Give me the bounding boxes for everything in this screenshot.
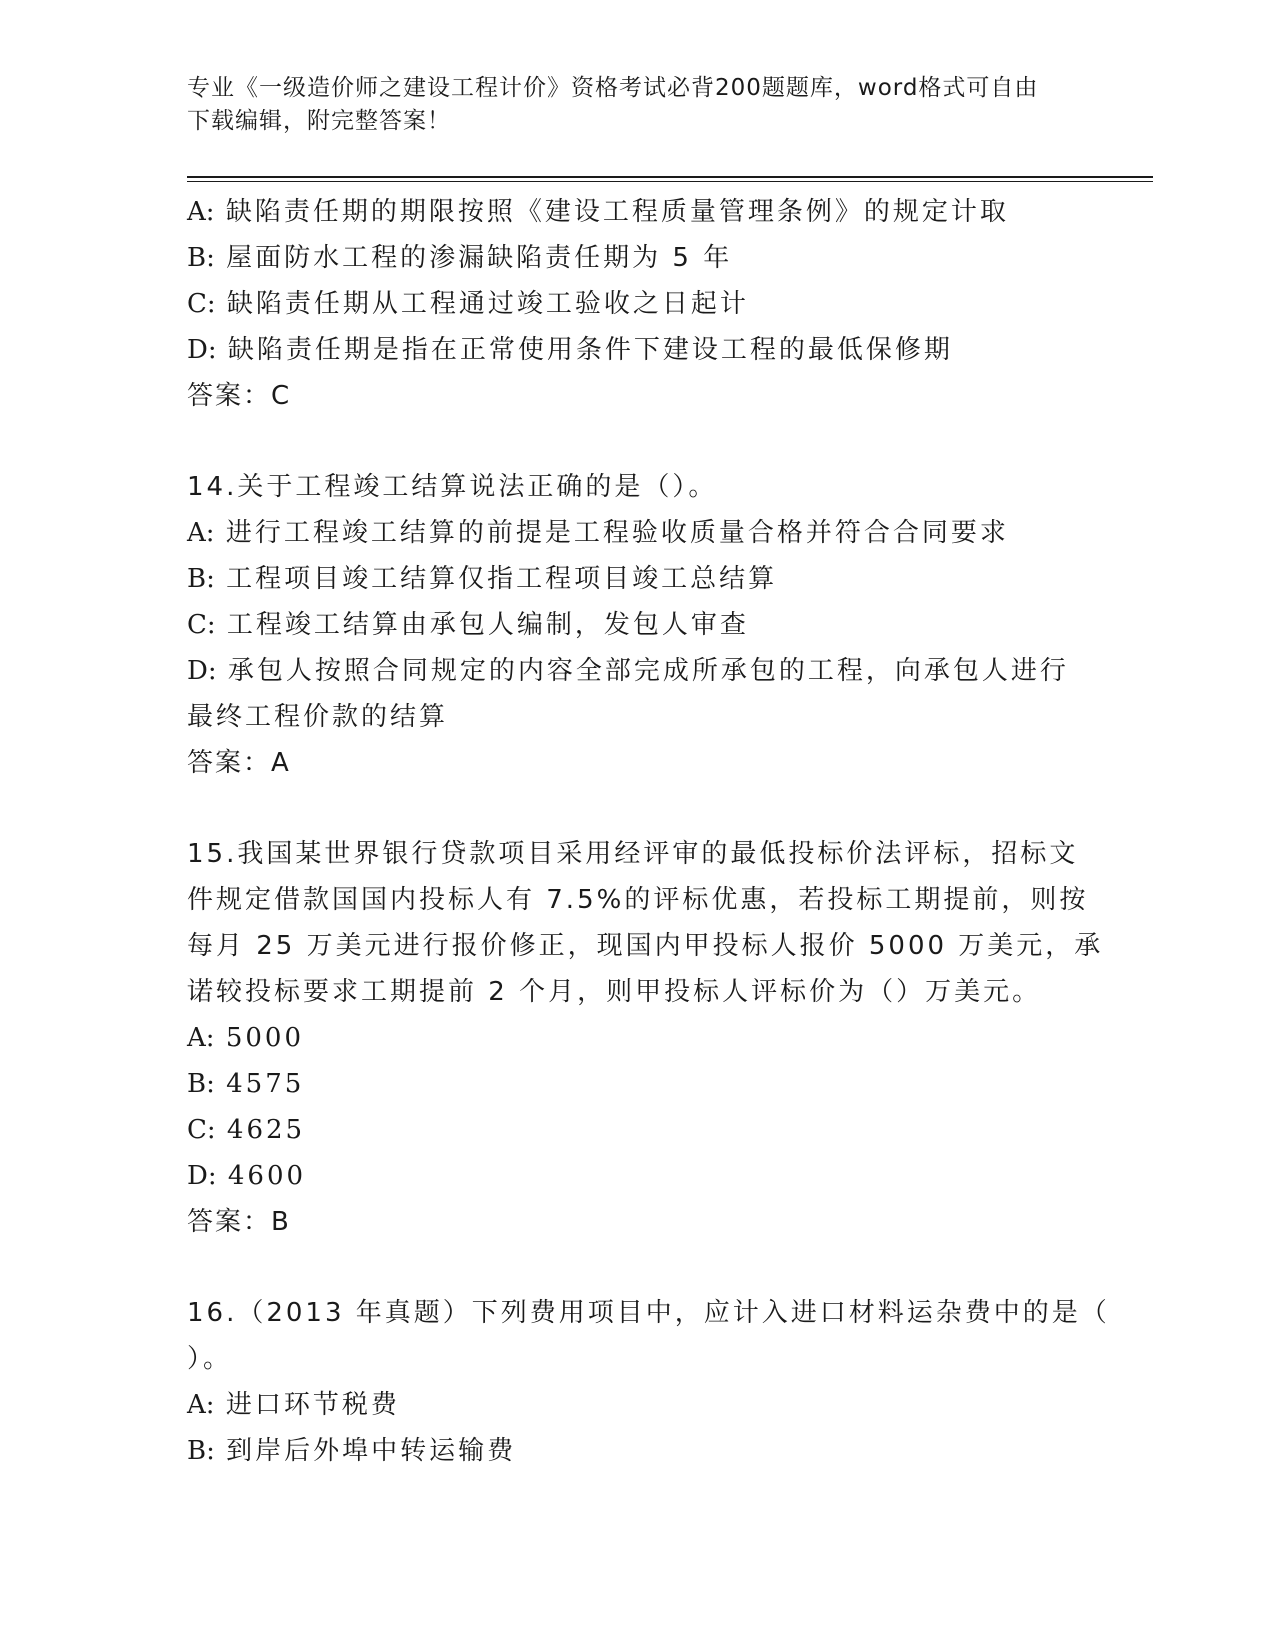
option-c: C: 缺陷责任期从工程通过竣工验收之日起计 <box>187 289 749 319</box>
option-d-continued: 最终工程价款的结算 <box>187 702 449 732</box>
answer: 答案：C <box>187 381 292 411</box>
question-13 <box>187 189 1087 419</box>
question-stem: 14.关于工程竣工结算说法正确的是（）。 <box>187 472 718 502</box>
header-line-2: 下载编辑，附完整答案！ <box>187 108 451 134</box>
option-a: A: 进行工程竣工结算的前提是工程验收质量合格并符合合同要求 <box>187 518 1009 548</box>
option-b: B: 4575 <box>187 1069 305 1099</box>
option-a: A: 缺陷责任期的期限按照《建设工程质量管理条例》的规定计取 <box>187 197 1009 227</box>
option-b: B: 屋面防水工程的渗漏缺陷责任期为 5 年 <box>187 243 733 273</box>
option-d: D: 缺陷责任期是指在正常使用条件下建设工程的最低保修期 <box>187 335 953 365</box>
header-divider <box>187 176 1153 182</box>
option-a: A: 进口环节税费 <box>187 1390 400 1420</box>
page-header <box>187 72 1087 138</box>
question-14 <box>187 464 1087 786</box>
question-stem-line-2: ）。 <box>187 1344 233 1374</box>
option-a: A: 5000 <box>187 1023 304 1053</box>
question-stem-line-4: 诺较投标要求工期提前 2 个月，则甲投标人评标价为（）万美元。 <box>187 977 1042 1007</box>
question-stem-line-2: 件规定借款国国内投标人有 7.5%的评标优惠，若投标工期提前，则按 <box>187 885 1089 915</box>
question-content <box>187 189 1110 1474</box>
option-b: B: 工程项目竣工结算仅指工程项目竣工总结算 <box>187 564 778 594</box>
header-line-1: 专业《一级造价师之建设工程计价》资格考试必背200题题库，word格式可自由 <box>187 75 1039 101</box>
option-c: C: 工程竣工结算由承包人编制，发包人审查 <box>187 610 749 640</box>
answer: 答案：A <box>187 748 291 778</box>
option-d: D: 4600 <box>187 1161 307 1191</box>
option-b: B: 到岸后外埠中转运输费 <box>187 1436 517 1466</box>
question-stem-line-1: 15.我国某世界银行贷款项目采用经评审的最低投标价法评标，招标文 <box>187 839 1079 869</box>
answer: 答案：B <box>187 1207 291 1237</box>
question-stem-line-1: 16.（2013 年真题）下列费用项目中，应计入进口材料运杂费中的是（ <box>187 1298 1110 1328</box>
option-d: D: 承包人按照合同规定的内容全部完成所承包的工程，向承包人进行 <box>187 656 1069 686</box>
question-15 <box>187 831 1104 1245</box>
question-16 <box>187 1290 1110 1474</box>
option-c: C: 4625 <box>187 1115 306 1145</box>
question-stem-line-3: 每月 25 万美元进行报价修正，现国内甲投标人报价 5000 万美元，承 <box>187 931 1104 961</box>
